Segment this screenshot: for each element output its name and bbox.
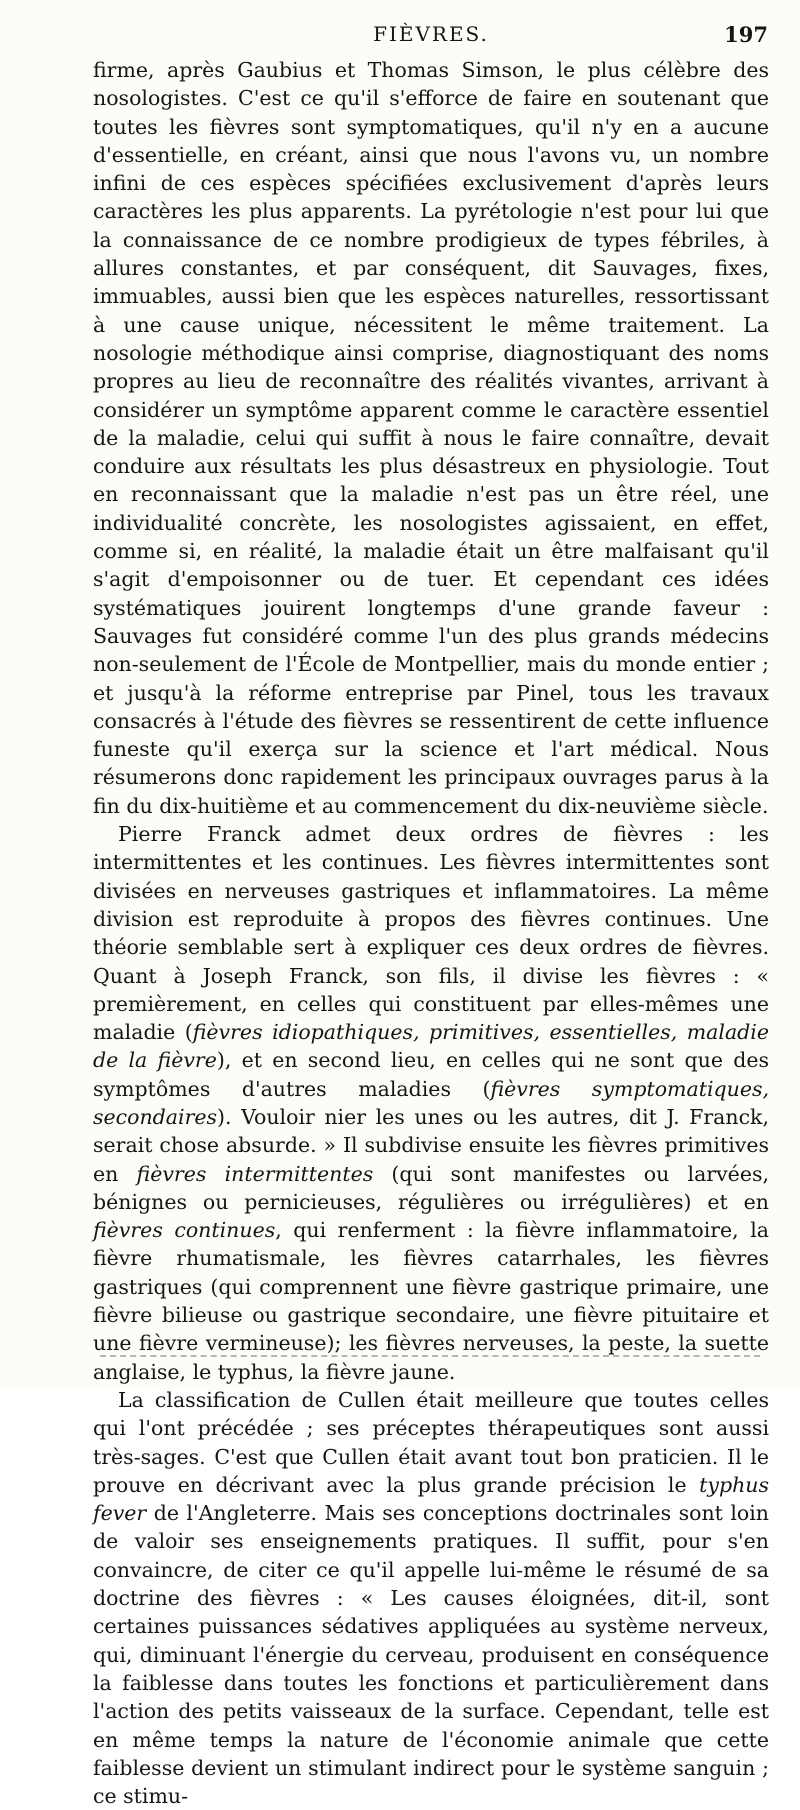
paragraph-1	[93, 56, 769, 820]
bottom-rule	[100, 1355, 760, 1357]
paragraph-text: ). Vouloir nier les unes ou les autres, dit J. Franck, serait chose absurde. » Il subdivise ensuite les fièvres primitives en	[93, 1104, 769, 1186]
running-title: FIÈVRES.	[373, 22, 489, 46]
italic-term: fièvres idiopathiques, primitives, essentielles, maladie de la fièvre	[93, 1020, 769, 1073]
italic-term: fièvres continues	[93, 1218, 276, 1243]
italic-term: fièvres symptomatiques, secondaires	[93, 1076, 769, 1129]
italic-term: fièvres intermittentes	[136, 1161, 374, 1186]
paragraph-text: Pierre Franck admet deux ordres de fièvres : les intermittentes et les continues. Les fièvres intermittentes sont divisées en nerveuses gastriques et inflammatoires. La même division est reproduite à propos des fièvres continues. Une théorie semblable sert à expliquer ces deux ordres de fièvres. Quant à Joseph Franck, son fils, il divise les fièvres : « premièrement, en celles qui constituent par elles-mêmes une maladie (	[93, 822, 769, 1045]
body-text	[93, 56, 769, 1810]
paragraph-text: La classification de Cullen était meilleure que toutes celles qui l'ont précédée ; ses préceptes thérapeutiques sont aussi très-sages. C'est que Cullen était avant tout bon praticien. Il le prouve en décrivant avec la plus grande précision le	[93, 1387, 769, 1497]
paragraph-3	[93, 1386, 769, 1810]
paragraph-text: de l'Angleterre. Mais ses conceptions doctrinales sont loin de valoir ses enseignements pratiques. Il suffit, pour s'en convaincre, de citer ce qu'il appelle lui-même le résumé de sa doctrine des fièvres : « Les causes éloignées, dit-il, sont certaines puissances sédatives appliquées au système nerveux, qui, diminuant l'énergie du cerveau, produisent en conséquence la faiblesse dans toutes les fonctions et particulièrement dans l'action des petits vaisseaux de la surface. Cependant, telle est en même temps la nature de l'économie animale que cette faiblesse devient un stimulant indirect pour le système sanguin ; ce stimu-	[93, 1501, 769, 1809]
paragraph-text: (qui sont manifestes ou larvées, bénignes ou pernicieuses, régulières ou irrégulières) et en	[93, 1161, 769, 1214]
paragraph-text: , qui renferment : la fièvre inflammatoire, la fièvre rhumatismale, les fièvres catarrhales, les fièvres gastriques (qui comprennent une fièvre gastrique primaire, une fièvre bilieuse ou gastrique secondaire, une fièvre pituitaire et une fièvre vermineuse); les fièvres nerveuses, la peste, la suette anglaise, le typhus, la fièvre jaune.	[93, 1218, 769, 1384]
paragraph-2	[93, 820, 769, 1386]
page-header	[92, 22, 770, 48]
paragraph-text: ), et en second lieu, en celles qui ne sont que des symptômes d'autres maladies (	[93, 1048, 769, 1101]
page-number: 197	[724, 22, 768, 47]
italic-term: typhus fever	[93, 1472, 769, 1526]
paragraph-text: firme, après Gaubius et Thomas Simson, le plus célèbre des nosologistes. C'est ce qu'il s'efforce de faire en soutenant que toutes les fièvres sont symptomatiques, qu'il n'y en a aucune d'essentielle, en créant, ainsi que nous l'avons vu, un nombre infini de ces espèces spécifiées exclusivement d'après leurs caractères les plus apparents. La pyrétologie n'est pour lui que la connaissance de ce nombre prodigieux de types fébriles, à allures constantes, et par conséquent, dit Sauvages, fixes, immuables, aussi bien que les espèces naturelles, ressortissant à une cause unique, nécessitent le même traitement. La nosologie méthodique ainsi comprise, diagnostiquant des noms propres au lieu de reconnaître des réalités vivantes, arrivant à considérer un symptôme apparent comme le caractère essentiel de la maladie, celui qui suffit à nous le faire connaître, devait conduire aux résultats les plus désastreux en physiologie. Tout en reconnaissant que la maladie n'est pas un être réel, une individualité concrète, les nosologistes agissaient, en effet, comme si, en réalité, la maladie était un être malfaisant qu'il s'agit d'empoisonner ou de tuer. Et cependant ces idées systématiques jouirent longtemps d'une grande faveur : Sauvages fut considéré comme l'un des plus grands médecins non-seulement de l'École de Montpellier, mais du monde entier ; et jusqu'à la réforme entreprise par Pinel, tous les travaux consacrés à l'étude des fièvres se ressentirent de cette influence funeste qu'il exerça sur la science et l'art médical. Nous résumerons donc rapidement les principaux ouvrages parus à la fin du dix-huitième et au commencement du dix-neuvième siècle.	[93, 58, 769, 818]
